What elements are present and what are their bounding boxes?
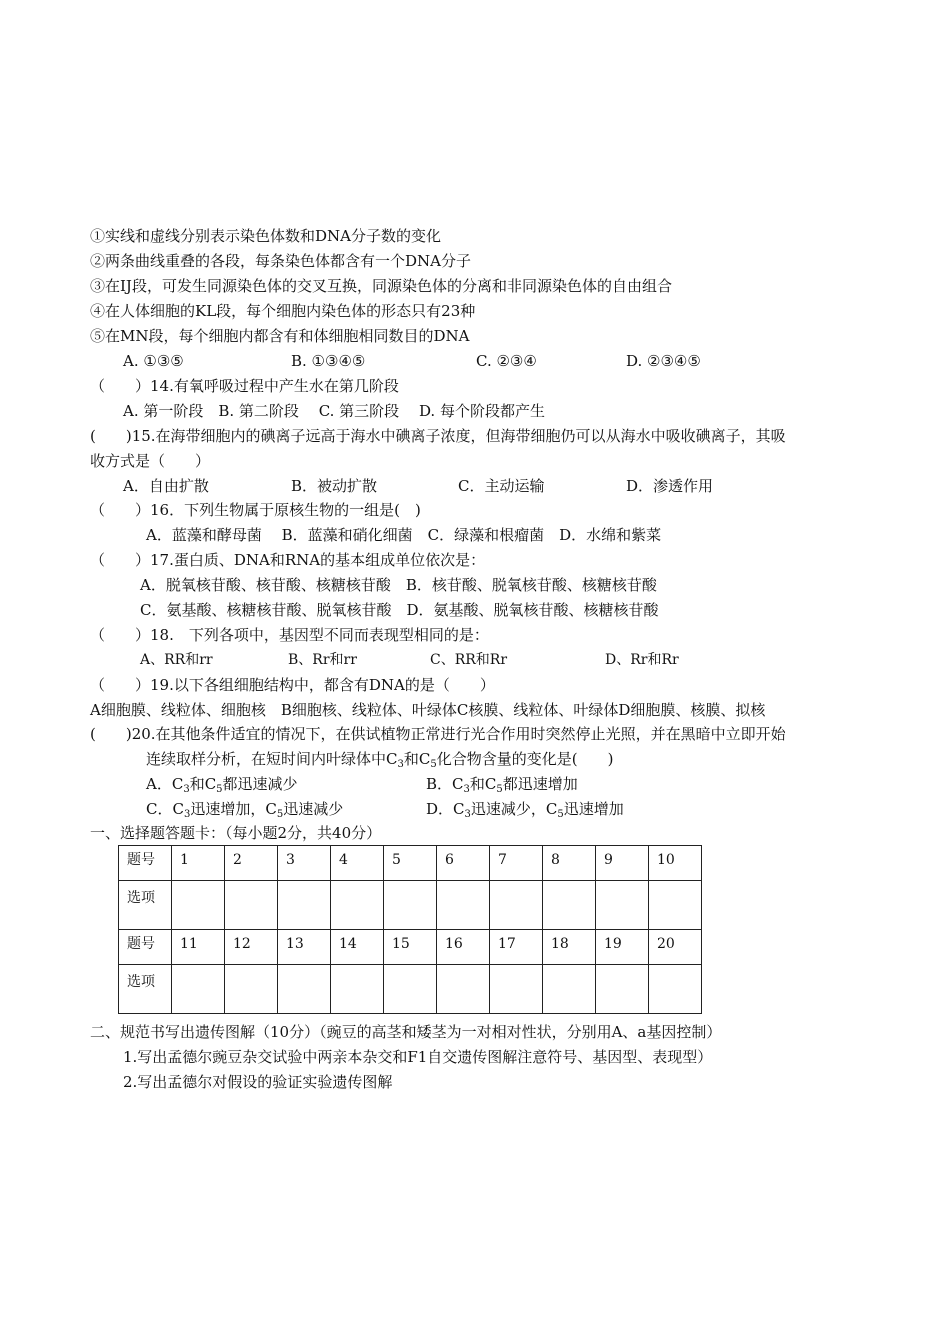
question-number: 3 [278, 846, 331, 881]
q15-stem-line1: ( )15.在海带细胞内的碘离子远高于海水中碘离子浓度，但海带细胞仍可以从海水中吸收碘离子，其吸 [90, 427, 786, 445]
answer-cell[interactable] [278, 881, 331, 930]
question-number: 19 [596, 930, 649, 965]
q13-option-d: D. ②③④⑤ [626, 352, 701, 370]
q18-option-a: A、RR和rr [140, 652, 213, 668]
answer-card-table [118, 845, 702, 1014]
question-number: 1 [172, 846, 225, 881]
q17-options-line1: A．脱氧核苷酸、核苷酸、核糖核苷酸 B．核苷酸、脱氧核苷酸、核糖核苷酸 [140, 576, 657, 594]
question-number: 14 [331, 930, 384, 965]
question-number: 6 [437, 846, 490, 881]
q19-stem: （ ）19.以下各组细胞结构中，都含有DNA的是（ ） [90, 676, 495, 694]
q14-options: A. 第一阶段 B. 第二阶段 C. 第三阶段 D. 每个阶段都产生 [123, 402, 545, 420]
question-number: 7 [490, 846, 543, 881]
question-number: 10 [649, 846, 702, 881]
q15-option-c: C．主动运输 [458, 477, 545, 495]
question-number: 18 [543, 930, 596, 965]
answer-cell[interactable] [384, 881, 437, 930]
q18-option-b: B、Rr和rr [288, 652, 357, 668]
q16-options: A．蓝藻和酵母菌 B．蓝藻和硝化细菌 C．绿藻和根瘤菌 D．水绵和紫菜 [146, 526, 662, 544]
q16-stem: （ ）16．下列生物属于原核生物的一组是( ) [90, 501, 421, 519]
option-label: 选项 [119, 965, 172, 1014]
q17-stem: （ ）17.蛋白质、DNA和RNA的基本组成单位依次是： [90, 551, 486, 569]
section2-item-2: 2.写出孟德尔对假设的验证实验遗传图解 [123, 1073, 393, 1091]
q20-option-b: B．$C_3$和$C_5$都迅速增加 [426, 775, 578, 795]
q17-options-line2: C．氨基酸、核糖核苷酸、脱氧核苷酸 D．氨基酸、脱氧核苷酸、核糖核苷酸 [140, 601, 659, 619]
q20-stem-line1: ( )20.在其他条件适宜的情况下，在供试植物正常进行光合作用时突然停止光照，并在黑暗中立即开始 [90, 725, 786, 743]
statement-3: ③在IJ段，可发生同源染色体的交叉互换，同源染色体的分离和非同源染色体的自由组合 [90, 277, 672, 295]
q15-stem-line2: 收方式是（ ） [90, 452, 211, 470]
q18-option-c: C、RR和Rr [430, 652, 508, 668]
q20-stem-line2: 连续取样分析，在短时间内叶绿体中$C_3$和$C_5$化合物含量的变化是( ) [146, 750, 614, 770]
answer-cell[interactable] [543, 965, 596, 1014]
q15-option-a: A．自由扩散 [123, 477, 209, 495]
q20-option-a: A．$C_3$和$C_5$都迅速减少 [146, 775, 298, 795]
question-number: 20 [649, 930, 702, 965]
question-number: 17 [490, 930, 543, 965]
question-number: 4 [331, 846, 384, 881]
answer-cell[interactable] [331, 965, 384, 1014]
answer-card-number-row-2 [119, 930, 702, 965]
answer-cell[interactable] [490, 881, 543, 930]
row-label: 题号 [119, 930, 172, 965]
answer-cell[interactable] [596, 965, 649, 1014]
q18-stem: （ ）18. 下列各项中，基因型不同而表现型相同的是： [90, 626, 489, 644]
section2-heading: 二、规范书写出遗传图解（10分）（豌豆的高茎和矮茎为一对相对性状，分别用A、a基因控制） [90, 1023, 722, 1041]
row-label: 题号 [119, 846, 172, 881]
answer-card-option-row-1 [119, 881, 702, 930]
question-number: 8 [543, 846, 596, 881]
q15-option-b: B．被动扩散 [291, 477, 378, 495]
answer-cell[interactable] [596, 881, 649, 930]
answer-cell[interactable] [437, 965, 490, 1014]
answer-card-heading: 一、选择题答题卡：（每小题2分，共40分） [90, 824, 382, 842]
answer-cell[interactable] [331, 881, 384, 930]
q14-stem: （ ）14.有氧呼吸过程中产生水在第几阶段 [90, 377, 399, 395]
answer-cell[interactable] [649, 965, 702, 1014]
answer-cell[interactable] [278, 965, 331, 1014]
statement-2: ②两条曲线重叠的各段，每条染色体都含有一个DNA分子 [90, 252, 471, 270]
question-number: 2 [225, 846, 278, 881]
question-number: 13 [278, 930, 331, 965]
answer-card-option-row-2 [119, 965, 702, 1014]
q20-option-d: D．$C_3$迅速减少，$C_5$迅速增加 [426, 800, 624, 820]
answer-cell[interactable] [649, 881, 702, 930]
section2-item-1: 1.写出孟德尔豌豆杂交试验中两亲本杂交和F1自交遗传图解注意符号、基因型、表现型） [123, 1048, 713, 1066]
question-number: 11 [172, 930, 225, 965]
answer-card-number-row-1 [119, 846, 702, 881]
question-number: 15 [384, 930, 437, 965]
answer-cell[interactable] [437, 881, 490, 930]
statement-4: ④在人体细胞的KL段，每个细胞内染色体的形态只有23种 [90, 302, 476, 320]
question-number: 16 [437, 930, 490, 965]
question-number: 9 [596, 846, 649, 881]
q13-option-c: C. ②③④ [476, 352, 537, 370]
statement-1: ①实线和虚线分别表示染色体数和DNA分子数的变化 [90, 227, 441, 245]
q13-option-a: A. ①③⑤ [123, 352, 184, 370]
statement-5: ⑤在MN段，每个细胞内都含有和体细胞相同数目的DNA [90, 327, 470, 345]
q13-option-b: B. ①③④⑤ [291, 352, 366, 370]
answer-cell[interactable] [384, 965, 437, 1014]
answer-cell[interactable] [172, 965, 225, 1014]
answer-cell[interactable] [543, 881, 596, 930]
answer-cell[interactable] [225, 881, 278, 930]
question-number: 12 [225, 930, 278, 965]
q15-option-d: D．渗透作用 [626, 477, 714, 495]
answer-cell[interactable] [225, 965, 278, 1014]
answer-cell[interactable] [172, 881, 225, 930]
answer-cell[interactable] [490, 965, 543, 1014]
option-label: 选项 [119, 881, 172, 930]
q20-option-c: C．$C_3$迅速增加，$C_5$迅速减少 [146, 800, 344, 820]
question-number: 5 [384, 846, 437, 881]
q19-options: A细胞膜、线粒体、细胞核 B细胞核、线粒体、叶绿体C核膜、线粒体、叶绿体D细胞膜、核膜、拟核 [90, 701, 766, 719]
q18-option-d: D、Rr和Rr [605, 652, 679, 668]
